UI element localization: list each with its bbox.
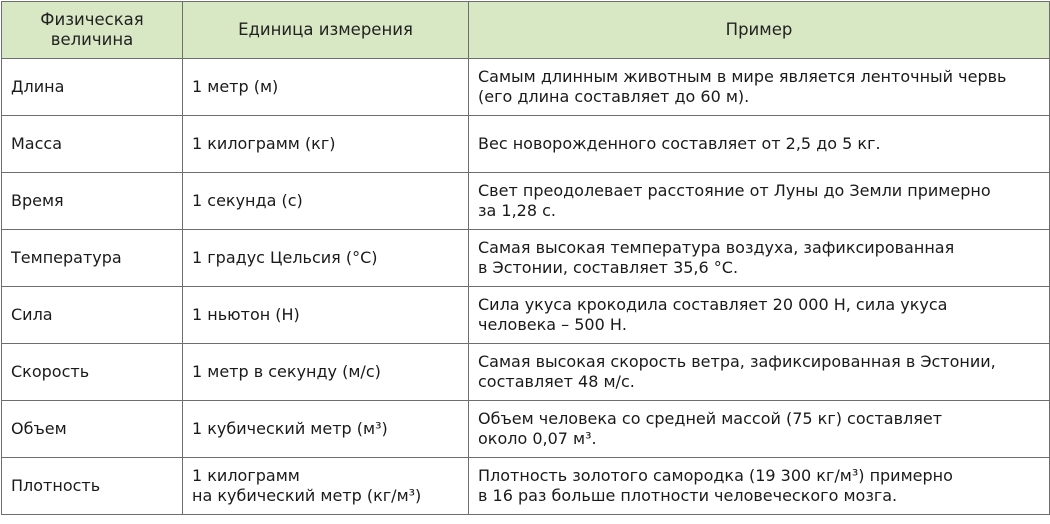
example-cell: Свет преодолевает расстояние от Луны до Земли примерно за 1,28 с. [469, 173, 1050, 230]
quantity-cell: Длина [2, 59, 183, 116]
table-row [2, 344, 1050, 401]
table-header [2, 2, 1050, 59]
unit-cell: 1 кубический метр (м³) [183, 401, 469, 458]
example-cell: Объем человека со средней массой (75 кг) составляет около 0,07 м³. [469, 401, 1050, 458]
table-row [2, 401, 1050, 458]
example-cell: Вес новорожденного составляет от 2,5 до 5 кг. [469, 116, 1050, 173]
table-row [2, 458, 1050, 515]
table-body [2, 59, 1050, 515]
header-row [2, 2, 1050, 59]
example-cell: Самая высокая скорость ветра, зафиксированная в Эстонии, составляет 48 м/с. [469, 344, 1050, 401]
example-cell: Сила укуса крокодила составляет 20 000 Н, сила укуса человека – 500 Н. [469, 287, 1050, 344]
quantity-cell: Плотность [2, 458, 183, 515]
table-row [2, 173, 1050, 230]
quantity-cell: Объем [2, 401, 183, 458]
unit-cell: 1 килограмм (кг) [183, 116, 469, 173]
quantity-cell: Скорость [2, 344, 183, 401]
quantity-cell: Температура [2, 230, 183, 287]
quantity-cell: Сила [2, 287, 183, 344]
quantity-cell: Масса [2, 116, 183, 173]
header-example: Пример [469, 2, 1050, 59]
table-row [2, 59, 1050, 116]
physical-quantities-table [1, 1, 1050, 515]
header-unit: Единица измерения [183, 2, 469, 59]
unit-cell: 1 килограмм на кубический метр (кг/м³) [183, 458, 469, 515]
unit-cell: 1 ньютон (Н) [183, 287, 469, 344]
header-quantity: Физическая величина [2, 2, 183, 59]
example-cell: Самым длинным животным в мире является ленточный червь (его длина составляет до 60 м). [469, 59, 1050, 116]
table-row [2, 287, 1050, 344]
unit-cell: 1 метр в секунду (м/с) [183, 344, 469, 401]
unit-cell: 1 метр (м) [183, 59, 469, 116]
unit-cell: 1 секунда (с) [183, 173, 469, 230]
table-row [2, 230, 1050, 287]
example-cell: Плотность золотого самородка (19 300 кг/м³) примерно в 16 раз больше плотности человеческого мозга. [469, 458, 1050, 515]
quantity-cell: Время [2, 173, 183, 230]
table-row [2, 116, 1050, 173]
unit-cell: 1 градус Цельсия (°C) [183, 230, 469, 287]
example-cell: Самая высокая температура воздуха, зафиксированная в Эстонии, составляет 35,6 °C. [469, 230, 1050, 287]
